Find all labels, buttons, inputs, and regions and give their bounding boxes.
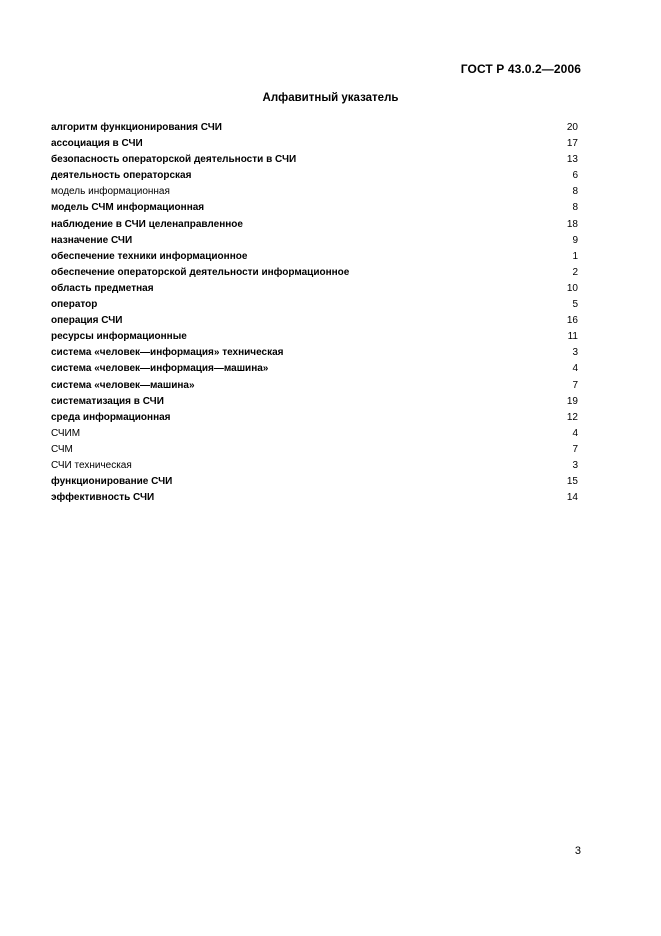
index-entry bbox=[51, 474, 578, 490]
index-entry-term: область предметная bbox=[51, 282, 154, 294]
index-entry-term: алгоритм функционирования СЧИ bbox=[51, 122, 222, 133]
index-entry-term: обеспечение операторской деятельности информационное bbox=[51, 266, 350, 278]
index-entry-page-ref: 4 bbox=[572, 427, 578, 439]
index-entry-page-ref: 2 bbox=[572, 266, 578, 278]
index-entry-term: систематизация в СЧИ bbox=[51, 395, 164, 407]
index-entry-term: обеспечение техники информационное bbox=[51, 250, 248, 262]
index-entry-page-ref: 3 bbox=[572, 459, 578, 471]
index-entry bbox=[51, 249, 578, 265]
index-entry bbox=[51, 458, 578, 474]
index-entry-page-ref: 10 bbox=[566, 282, 578, 294]
index-entry bbox=[51, 281, 578, 297]
index-entry-page-ref: 9 bbox=[572, 234, 578, 246]
index-entry bbox=[51, 233, 578, 249]
page-number: 3 bbox=[574, 845, 581, 857]
index-title: Алфавитный указатель bbox=[262, 92, 399, 104]
index-entry bbox=[51, 152, 578, 168]
index-entry bbox=[51, 120, 578, 136]
index-entry bbox=[51, 361, 578, 377]
index-entry bbox=[51, 168, 578, 184]
index-entry-page-ref: 14 bbox=[566, 492, 578, 504]
index-entry-term: система «человек—машина» bbox=[51, 379, 195, 391]
index-entry-page-ref: 18 bbox=[566, 218, 578, 230]
index-entry-page-ref: 1 bbox=[572, 250, 578, 262]
alphabetical-index-list bbox=[51, 120, 578, 506]
index-entry-term: модель СЧМ информационная bbox=[51, 202, 205, 214]
index-entry bbox=[51, 394, 578, 410]
index-entry bbox=[51, 184, 578, 200]
index-entry-page-ref: 7 bbox=[572, 443, 578, 455]
index-entry-page-ref: 16 bbox=[566, 315, 578, 327]
index-entry-term: модель информационная bbox=[51, 186, 170, 198]
index-entry-page-ref: 19 bbox=[566, 395, 578, 407]
index-entry-term: система «человек—информация—машина» bbox=[51, 363, 269, 375]
index-entry-page-ref: 5 bbox=[572, 299, 578, 311]
index-entry-page-ref: 4 bbox=[572, 363, 578, 375]
index-entry bbox=[51, 217, 578, 233]
index-entry bbox=[51, 490, 578, 506]
index-entry-term: СЧИМ bbox=[51, 427, 81, 439]
index-entry bbox=[51, 345, 578, 361]
index-entry bbox=[51, 426, 578, 442]
index-entry-page-ref: 8 bbox=[572, 202, 578, 214]
index-entry bbox=[51, 313, 578, 329]
index-entry-term: СЧМ bbox=[51, 443, 73, 455]
index-entry bbox=[51, 265, 578, 281]
index-entry-term: деятельность операторская bbox=[51, 170, 192, 182]
index-entry-term: среда информационная bbox=[51, 411, 171, 423]
index-entry-page-ref: 20 bbox=[566, 122, 578, 133]
index-entry-term: оператор bbox=[51, 299, 98, 311]
index-entry-term: эффективность СЧИ bbox=[51, 492, 155, 504]
index-entry bbox=[51, 136, 578, 152]
index-entry bbox=[51, 410, 578, 426]
index-entry-term: наблюдение в СЧИ целенаправленное bbox=[51, 218, 243, 230]
index-entry bbox=[51, 442, 578, 458]
index-entry-page-ref: 12 bbox=[566, 411, 578, 423]
index-entry-term: операция СЧИ bbox=[51, 315, 123, 327]
index-entry bbox=[51, 378, 578, 394]
index-entry-term: ассоциация в СЧИ bbox=[51, 138, 143, 150]
index-entry-page-ref: 15 bbox=[566, 476, 578, 488]
index-entry-page-ref: 13 bbox=[566, 154, 578, 166]
document-header-code: ГОСТ Р 43.0.2—2006 bbox=[460, 62, 581, 76]
index-entry bbox=[51, 329, 578, 345]
index-entry bbox=[51, 297, 578, 313]
index-entry-term: СЧИ техническая bbox=[51, 459, 132, 471]
index-entry-term: назначение СЧИ bbox=[51, 234, 133, 246]
index-entry-term: безопасность операторской деятельности в СЧИ bbox=[51, 154, 297, 166]
index-entry-term: функционирование СЧИ bbox=[51, 476, 173, 488]
index-entry-term: система «человек—информация» техническая bbox=[51, 347, 284, 359]
index-entry bbox=[51, 200, 578, 216]
index-entry-page-ref: 8 bbox=[572, 186, 578, 198]
index-entry-page-ref: 11 bbox=[567, 331, 578, 343]
index-entry-page-ref: 6 bbox=[572, 170, 578, 182]
index-entry-page-ref: 7 bbox=[572, 379, 578, 391]
index-entry-page-ref: 17 bbox=[566, 138, 578, 150]
index-entry-page-ref: 3 bbox=[572, 347, 578, 359]
index-entry-term: ресурсы информационные bbox=[51, 331, 187, 343]
